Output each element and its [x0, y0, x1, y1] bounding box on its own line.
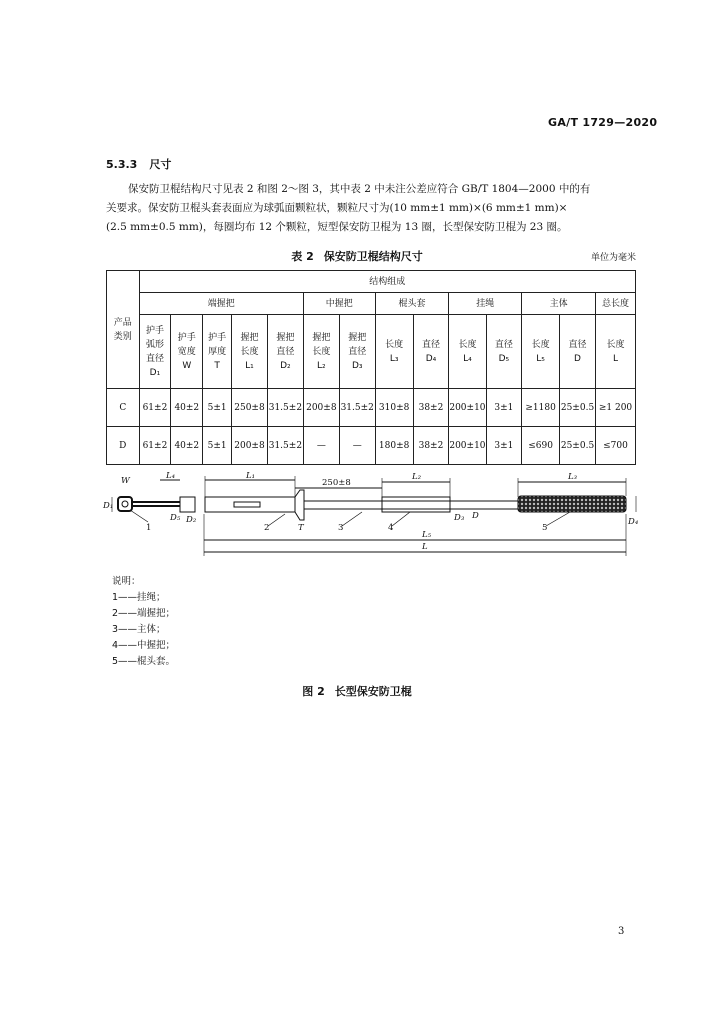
- baton-drawing: [100, 470, 640, 570]
- table-cell: 200±10: [449, 427, 486, 465]
- standard-number: GA/T 1729—2020: [548, 116, 658, 129]
- dimension-table: [106, 270, 636, 465]
- table-cell: 40±2: [171, 389, 203, 427]
- paragraph-line: 关要求。保安防卫棍头套表面应为球弧面颗粒状，颗粒尺寸为(10 mm±1 mm)×(6 mm±1 mm)×: [106, 202, 568, 214]
- table-cell: 31.5±2: [267, 389, 303, 427]
- table-cell: 250±8: [232, 389, 268, 427]
- table-cell: 200±8: [232, 427, 268, 465]
- section-title: 尺寸: [149, 158, 172, 171]
- table-cell: 25±0.5: [560, 427, 596, 465]
- table-caption-text: 保安防卫棍结构尺寸: [323, 250, 423, 263]
- table-cell: ≥1180: [522, 389, 560, 427]
- legend-item: 3——主体；: [112, 624, 166, 635]
- lanyard-loop: [118, 497, 132, 511]
- group-body: 主体: [522, 293, 596, 315]
- group-middle-grip: 中握把: [303, 293, 375, 315]
- label-D3: D₃: [454, 513, 465, 523]
- page-number: 3: [618, 926, 625, 937]
- table-cell: 5±1: [203, 427, 232, 465]
- label-D1: D₁: [103, 501, 114, 511]
- figure-caption: [0, 683, 724, 699]
- table-cell: 180±8: [375, 427, 413, 465]
- table-cell: 38±2: [413, 389, 449, 427]
- head-sleeve: [518, 496, 626, 512]
- label-L5: L₅: [422, 530, 432, 540]
- column-header: 握把 长度 L₂: [303, 315, 339, 389]
- column-header: 直径 D₅: [486, 315, 522, 389]
- figure-legend: [112, 574, 175, 670]
- table-cell: 310±8: [375, 389, 413, 427]
- figure-caption-text: 长型保安防卫棍: [334, 685, 412, 698]
- callout-1: 1: [146, 523, 152, 533]
- structure-header: 结构组成: [139, 271, 635, 293]
- table-cell: 5±1: [203, 389, 232, 427]
- hand-guard: [295, 490, 304, 520]
- section-number: 5.3.3: [106, 158, 138, 171]
- label-L2: L₂: [412, 472, 422, 482]
- label-T: T: [298, 523, 304, 533]
- table-cell: 61±2: [139, 427, 171, 465]
- product-type-header: 产品 类别: [107, 271, 140, 389]
- table-cell: 40±2: [171, 427, 203, 465]
- legend-item: 4——中握把；: [112, 640, 176, 651]
- table-cell: —: [303, 427, 339, 465]
- label-L4: L₄: [166, 471, 176, 481]
- column-header: 握把 直径 D₂: [267, 315, 303, 389]
- label-D2: D₂: [186, 515, 197, 525]
- legend-title: 说明：: [112, 576, 141, 587]
- group-head-sleeve: 棍头套: [375, 293, 449, 315]
- label-W: W: [121, 476, 130, 486]
- table-cell: 200±10: [449, 389, 486, 427]
- table-cell: 38±2: [413, 427, 449, 465]
- column-header: 护手 弧形 直径 D₁: [139, 315, 171, 389]
- table-cell: 25±0.5: [560, 389, 596, 427]
- column-header: 长度 L₄: [449, 315, 486, 389]
- table-cell: ≤700: [596, 427, 636, 465]
- legend-item: 2——端握把；: [112, 608, 176, 619]
- callout-3: 3: [338, 523, 344, 533]
- table-cell: ≤690: [522, 427, 560, 465]
- table-unit: 单位为毫米: [590, 253, 636, 263]
- label-L1: L₁: [246, 471, 256, 481]
- callout-4: 4: [388, 523, 394, 533]
- group-total-length: 总长度: [596, 293, 636, 315]
- legend-item: 1——挂绳；: [112, 592, 166, 603]
- table-cell: 61±2: [139, 389, 171, 427]
- label-L3: L₃: [568, 472, 578, 482]
- group-end-grip: 端握把: [139, 293, 303, 315]
- label-L: L: [422, 542, 428, 552]
- lanyard-ring: [122, 501, 128, 507]
- paragraph-line: (2.5 mm±0.5 mm)，每圈均布 12 个颗粒，短型保安防卫棍为 13 圈，长型保安防卫棍为 23 圈。: [106, 221, 568, 233]
- table-cell: ≥1 200: [596, 389, 636, 427]
- product-type-cell: D: [107, 427, 140, 465]
- grip-label-plate: [234, 502, 260, 507]
- column-header: 护手 厚度 T: [203, 315, 232, 389]
- product-type-cell: C: [107, 389, 140, 427]
- callout-2: 2: [264, 523, 270, 533]
- label-D5: D₅: [170, 513, 181, 523]
- column-header: 握把 长度 L₁: [232, 315, 268, 389]
- table-cell: 3±1: [486, 427, 522, 465]
- legend-item: 5——棍头套。: [112, 656, 176, 667]
- table-row: [107, 389, 636, 427]
- column-header: 直径 D₄: [413, 315, 449, 389]
- table-cell: 200±8: [303, 389, 339, 427]
- label-D4: D₄: [628, 517, 639, 527]
- column-header: 握把 直径 D₃: [339, 315, 375, 389]
- table-row: [107, 427, 636, 465]
- grip-end-cap: [180, 497, 195, 512]
- table-cell: 31.5±2: [267, 427, 303, 465]
- table-cell: —: [339, 427, 375, 465]
- section-heading: [106, 156, 183, 172]
- group-lanyard: 挂绳: [449, 293, 522, 315]
- body-paragraph: [106, 180, 642, 237]
- column-header: 直径 D: [560, 315, 596, 389]
- column-header: 长度 L: [596, 315, 636, 389]
- label-D: D: [472, 511, 479, 521]
- column-header: 长度 L₃: [375, 315, 413, 389]
- figure-caption-number: 图 2: [302, 685, 325, 698]
- table-cell: 31.5±2: [339, 389, 375, 427]
- middle-grip: [382, 497, 450, 512]
- label-250: 250±8: [322, 478, 351, 488]
- callout-5: 5: [542, 523, 548, 533]
- column-header: 护手 宽度 W: [171, 315, 203, 389]
- column-header: 长度 L₅: [522, 315, 560, 389]
- end-grip: [205, 497, 295, 512]
- paragraph-line: 保安防卫棍结构尺寸见表 2 和图 2～图 3，其中表 2 中未注公差应符合 GB/T 1804—2000 中的有: [128, 183, 591, 195]
- table-caption-number: 表 2: [291, 250, 314, 263]
- table-cell: 3±1: [486, 389, 522, 427]
